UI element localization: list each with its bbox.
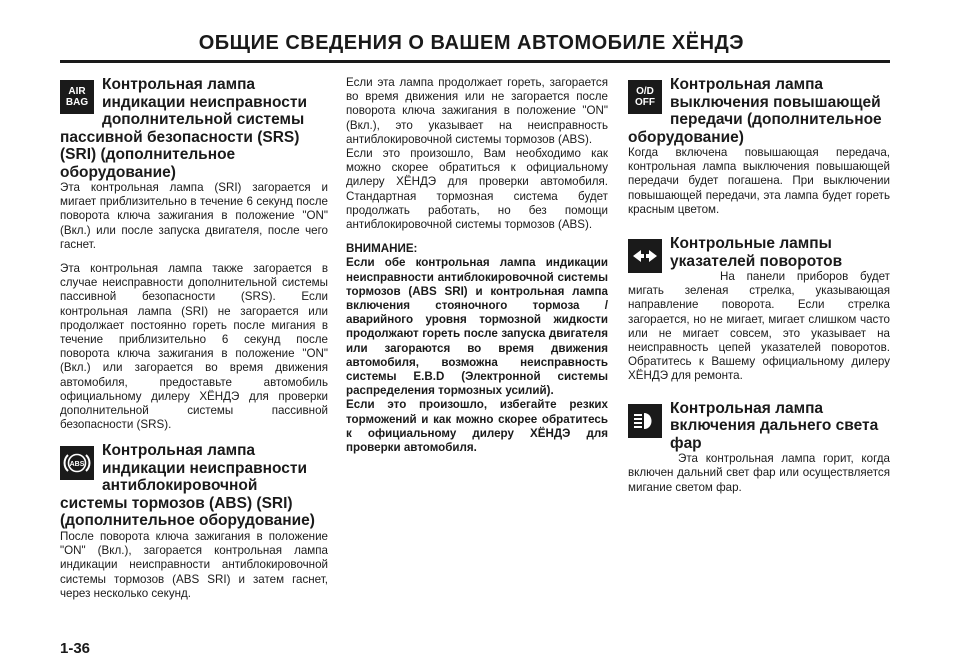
abs-paragraph-1: После поворота ключа зажигания в положение "ON" (Вкл.), загорается контрольная лампа индикации неисправности антиблокировочной системы тормозов (ABS SRI) и затем гаснет, через несколько секунд. [60, 529, 328, 600]
page-header [60, 30, 890, 63]
srs-title: Контрольная лампа индикации неисправности дополнительной системы пассивной безопасности (SRS) (SRI) (дополнительное оборудование) [60, 76, 308, 181]
page-title: ОБЩИЕ СВЕДЕНИЯ О ВАШЕМ АВТОМОБИЛЕ ХЁНДЭ [198, 32, 744, 54]
high-beam-title: Контрольная лампа включения дальнего света фар [670, 399, 879, 452]
od-off-icon: O/D OFF [628, 80, 662, 114]
od-off-section [628, 76, 890, 217]
srs-paragraph-1: Эта контрольная лампа (SRI) загорается и мигает приблизительно в течение 6 секунд после поворота ключа зажигания в положение "ON" (Вкл.) или после запуска двигателя, после чего гаснет. [60, 181, 328, 251]
srs-section [60, 76, 328, 432]
svg-text:ABS: ABS [69, 461, 85, 469]
warning-label: ВНИМАНИЕ: [346, 242, 418, 256]
abs-title: Контрольная лампа индикации неисправности антиблокировочной системы тормозов (ABS) (SRI) (дополнительное оборудование) [60, 442, 315, 530]
turn-signal-section [628, 235, 890, 384]
high-beam-paragraph-1: Эта контрольная лампа горит, когда включен дальний свет фар или осуществляется мигание светом фар. [628, 452, 890, 494]
high-beam-section [628, 400, 890, 495]
abs-warning-icon [60, 446, 94, 480]
warning-paragraph-1: Если обе контрольная лампа индикации неисправности антиблокировочной системы тормозов (ABS SRI) и контрольная лампа включения стояночного тормоза / аварийного уровня тормозной жидкости продолжают гореть после запуска двигателя или загораются во время движения автомобиля, возможна неисправность системы E.B.D (Электронной системы распределения тормозных усилий). [346, 256, 608, 398]
column-right [628, 76, 890, 495]
srs-paragraph-2: Эта контрольная лампа также загорается в случае неисправности дополнительной системы пассивной безопасности (SRS). Если контрольная лампа (SRI) не загорается или продолжает постоянно гореть после мигания в течение приблизительно 6 секунд после поворота ключа зажигания в положение "ON" (Вкл.) или загорается во время движения автомобиля, предоставьте автомобиль официальному дилеру ХЁНДЭ для проверки дополнительной системы пассивной безопасности (SRS). [60, 262, 328, 432]
od-off-paragraph-1: Когда включена повышающая передача, контрольная лампа выключения повышающей передачи будет погашена. При выключении повышающей передачи, эта лампа будет гореть красным цветом. [628, 146, 890, 216]
page-number: 1-36 [60, 640, 91, 657]
high-beam-icon [628, 404, 662, 438]
turn-signal-paragraph-1: На панели приборов будет мигать зеленая стрелка, указывающая направление поворота. Если стрелка загорается, но не мигает, мигает слишком часто или не мигает совсем, это указывает на неисправность цепей указателей поворотов. Обратитесь к Вашему официальному дилеру ХЁНДЭ для ремонта. [628, 270, 890, 383]
turn-signal-arrows-icon [628, 239, 662, 273]
column-left [60, 76, 328, 601]
abs-continued-paragraph-1: Если эта лампа продолжает гореть, загорается во время движения или не загорается после поворота ключа зажигания в положение "ON" (Вкл.), это указывает на неисправность антиблокировочной системы тормозов (ABS). [346, 76, 608, 146]
airbag-icon: AIR BAG [60, 80, 94, 114]
abs-circle-icon [62, 448, 92, 478]
abs-section [60, 442, 328, 601]
od-off-title: Контрольная лампа выключения повышающей передачи (дополнительное оборудование) [628, 76, 882, 146]
turn-signal-title: Контрольные лампы указателей поворотов [670, 235, 843, 270]
abs-continued-paragraph-2: Если это произошло, Вам необходимо как можно скорее обратиться к официальному дилеру ХЁНДЭ для проверки автомобиля. Стандартная тормозная система будет продолжать работать, но без помощи антиблокировочной системы тормозов (ABS). [346, 147, 608, 232]
column-middle [346, 76, 608, 455]
warning-paragraph-2: Если это произошло, избегайте резких торможений и как можно скорее обратитесь к официальному дилеру ХЁНДЭ для проверки автомобиля. [346, 398, 608, 455]
